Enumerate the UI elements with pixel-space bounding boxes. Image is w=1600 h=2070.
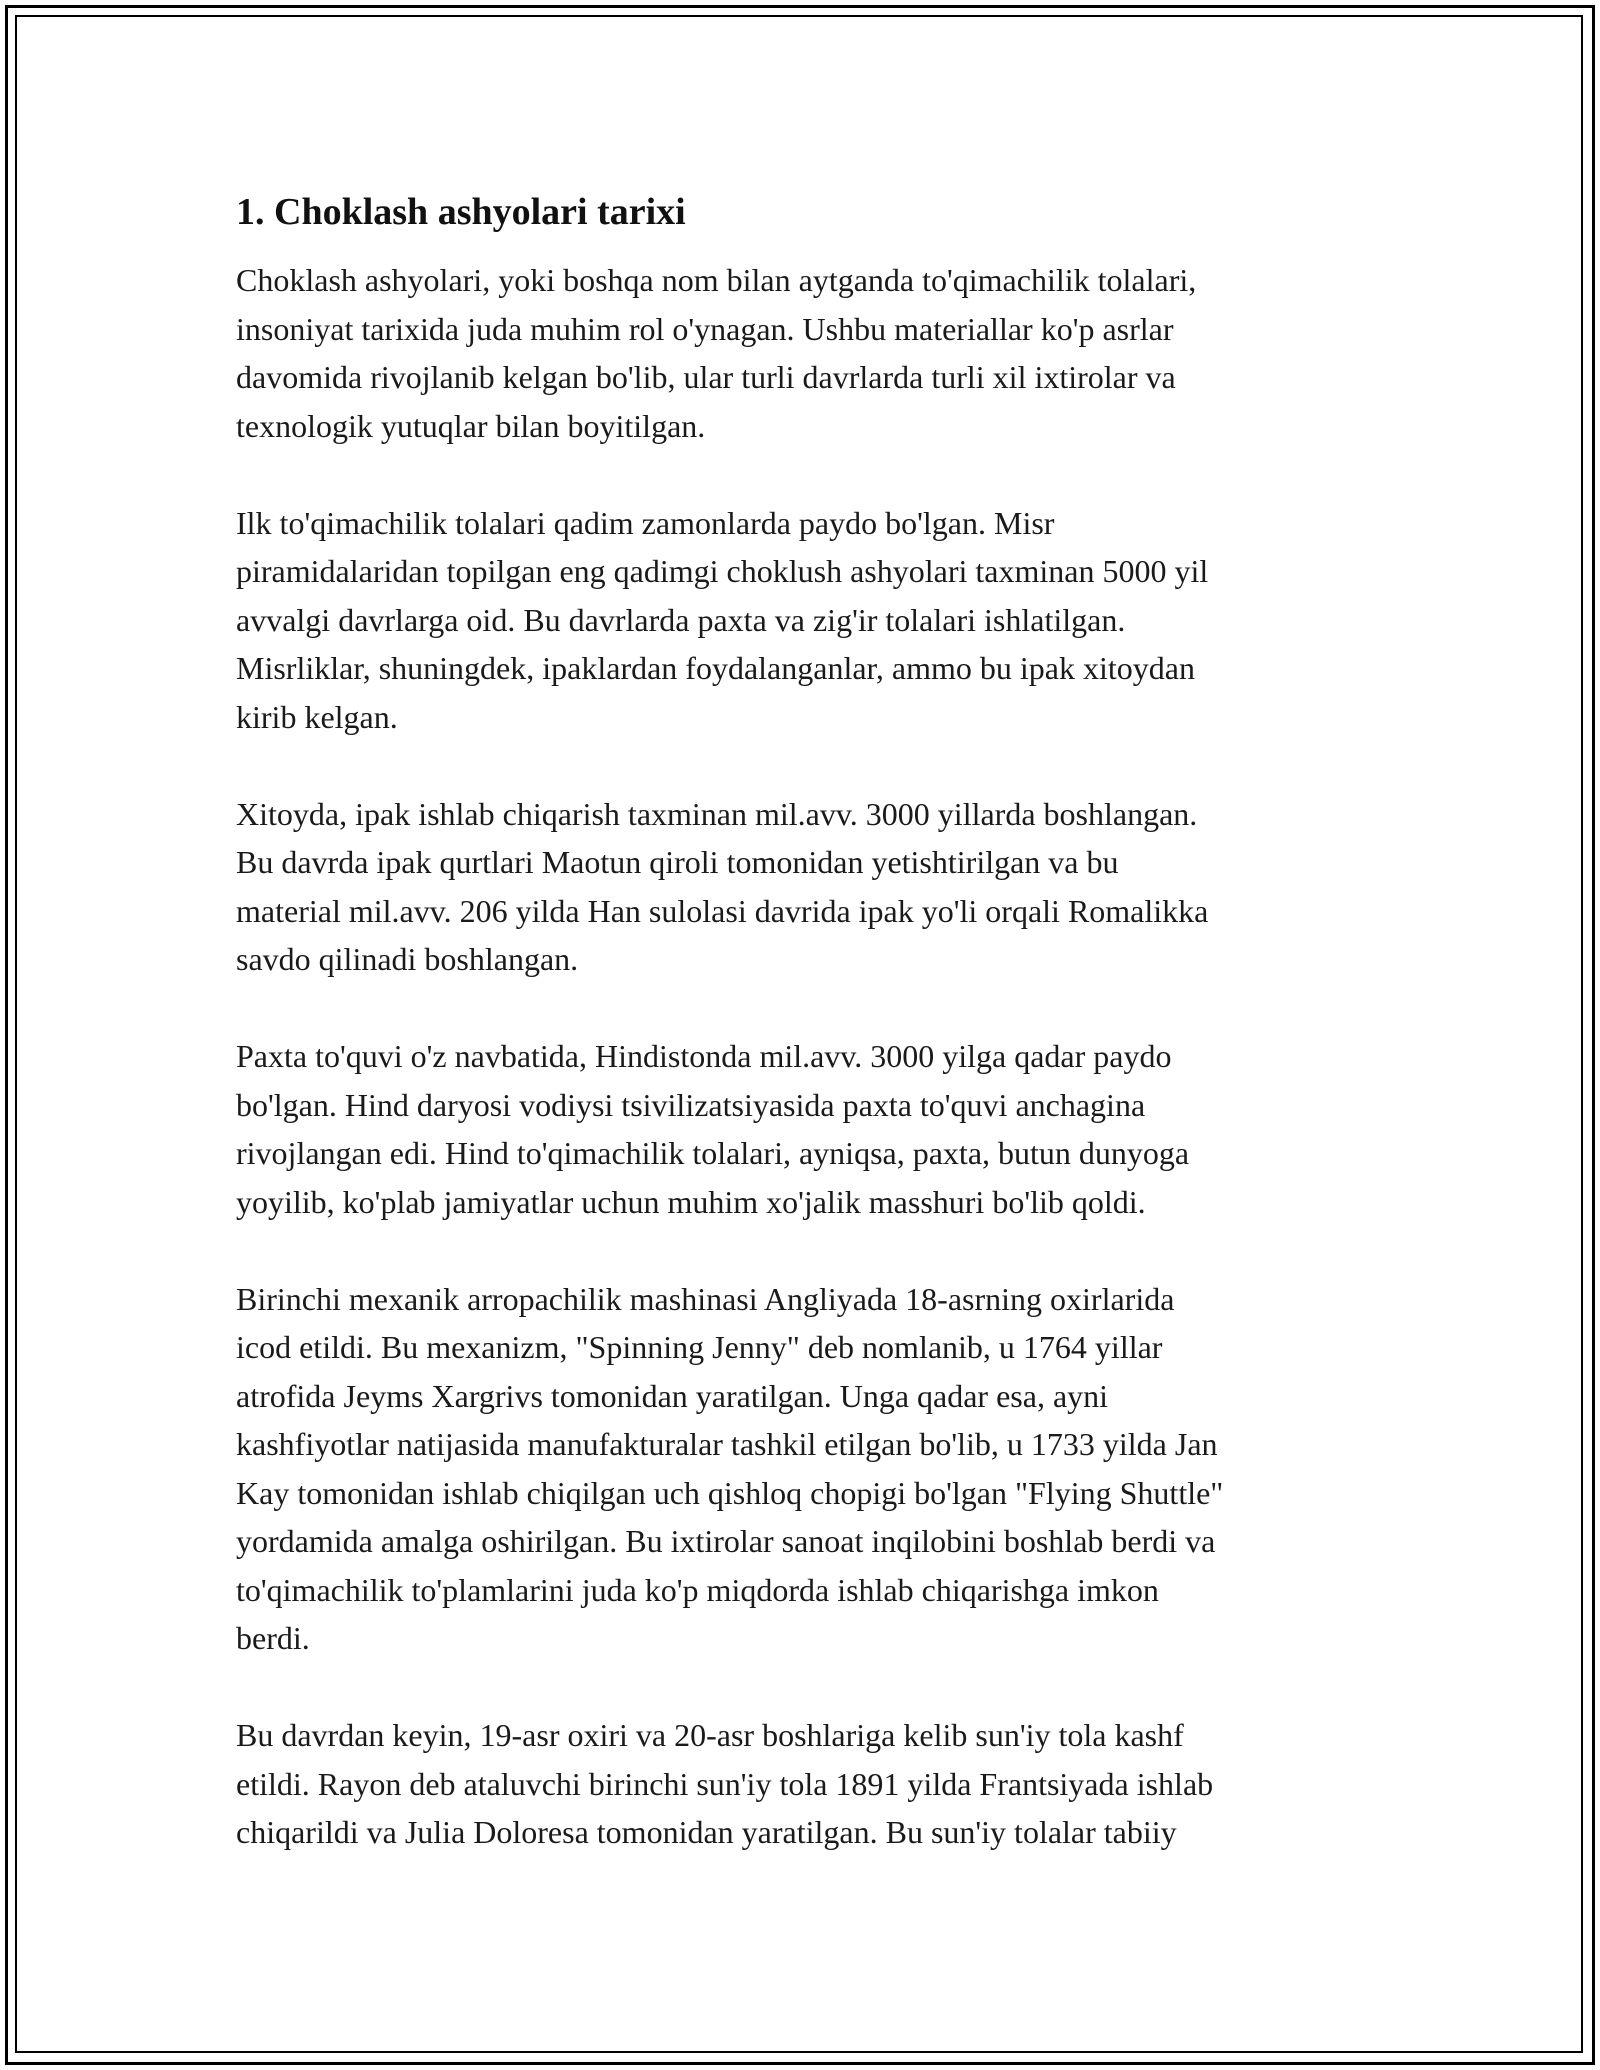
text-line: material mil.avv. 206 yilda Han sulolasi davrida ipak yo'li orqali Romalikka <box>236 892 1209 929</box>
text-line: etildi. Rayon deb ataluvchi birinchi sun'iy tola 1891 yilda Frantsiyada ishlab <box>236 1765 1214 1802</box>
paragraph-3 <box>236 790 1376 984</box>
text-line: Xitoyda, ipak ishlab chiqarish taxminan mil.avv. 3000 yillarda boshlangan. <box>236 795 1198 832</box>
text-line: rivojlangan edi. Hind to'qimachilik tolalari, ayniqsa, paxta, butun dunyoga <box>236 1135 1190 1171</box>
text-line: berdi. <box>236 1620 310 1656</box>
text-line: Choklash ashyolari, yoki boshqa nom bilan aytganda to'qimachilik tolalari, <box>236 262 1197 298</box>
text-line: Birinchi mexanik arropachilik mashinasi Angliyada 18-asrning oxirlarida <box>236 1280 1175 1317</box>
text-line: atrofida Jeyms Xargrivs tomonidan yaratilgan. Unga qadar esa, ayni <box>236 1377 1109 1414</box>
text-line: yoyilib, ko'plab jamiyatlar uchun muhim xo'jalik masshuri bo'lib qoldi. <box>236 1183 1146 1220</box>
document-body <box>236 188 1376 1905</box>
text-line: bo'lgan. Hind daryosi vodiysi tsivilizatsiyasida paxta to'quvi anchagina <box>236 1086 1146 1123</box>
text-line: yordamida amalga oshirilgan. Bu ixtirolar sanoat inqilobini boshlab berdi va <box>236 1523 1216 1559</box>
paragraph-1 <box>236 256 1376 450</box>
text-line: piramidalaridan topilgan eng qadimgi choklush ashyolari taxminan 5000 yil <box>236 553 1209 589</box>
text-line: Ilk to'qimachilik tolalari qadim zamonlarda paydo bo'lgan. Misr <box>236 504 1055 541</box>
paragraph-5 <box>236 1275 1376 1663</box>
text-line: avvalgi davrlarga oid. Bu davrlarda paxta va zig'ir tolalari ishlatilgan. <box>236 601 1126 638</box>
text-line: kirib kelgan. <box>236 698 398 735</box>
text-line: savdo qilinadi boshlangan. <box>236 941 579 977</box>
paragraph-4 <box>236 1032 1376 1226</box>
text-line: kashfiyotlar natijasida manufakturalar tashkil etilgan bo'lib, u 1733 yilda Jan <box>236 1426 1218 1462</box>
text-line: Bu davrda ipak qurtlari Maotun qiroli tomonidan yetishtirilgan va bu <box>236 844 1119 880</box>
text-line: Misrliklar, shuningdek, ipaklardan foydalanganlar, ammo bu ipak xitoydan <box>236 650 1195 686</box>
section-heading: 1. Choklash ashyolari tarixi <box>236 191 686 233</box>
text-line: Bu davrdan keyin, 19-asr oxiri va 20-asr boshlariga kelib sun'iy tola kashf <box>236 1717 1184 1753</box>
text-line: chiqarildi va Julia Doloresa tomonidan yaratilgan. Bu sun'iy tolalar tabiiy <box>236 1814 1177 1850</box>
text-line: Paxta to'quvi o'z navbatida, Hindistonda mil.avv. 3000 yilga qadar paydo <box>236 1038 1172 1074</box>
text-line: Kay tomonidan ishlab chiqilgan uch qishloq chopigi bo'lgan "Flying Shuttle" <box>236 1474 1224 1511</box>
text-line: to'qimachilik to'plamlarini juda ko'p miqdorda ishlab chiqarishga imkon <box>236 1571 1159 1608</box>
paragraph-2 <box>236 499 1376 742</box>
text-line: texnologik yutuqlar bilan boyitilgan. <box>236 407 706 444</box>
text-line: insoniyat tarixida juda muhim rol o'ynagan. Ushbu materiallar ko'p asrlar <box>236 310 1174 347</box>
text-line: davomida rivojlanib kelgan bo'lib, ular turli davrlarda turli xil ixtirolar va <box>236 359 1176 395</box>
text-line: icod etildi. Bu mexanizm, "Spinning Jenny" deb nomlanib, u 1764 yillar <box>236 1329 1163 1365</box>
paragraph-6 <box>236 1711 1376 1857</box>
